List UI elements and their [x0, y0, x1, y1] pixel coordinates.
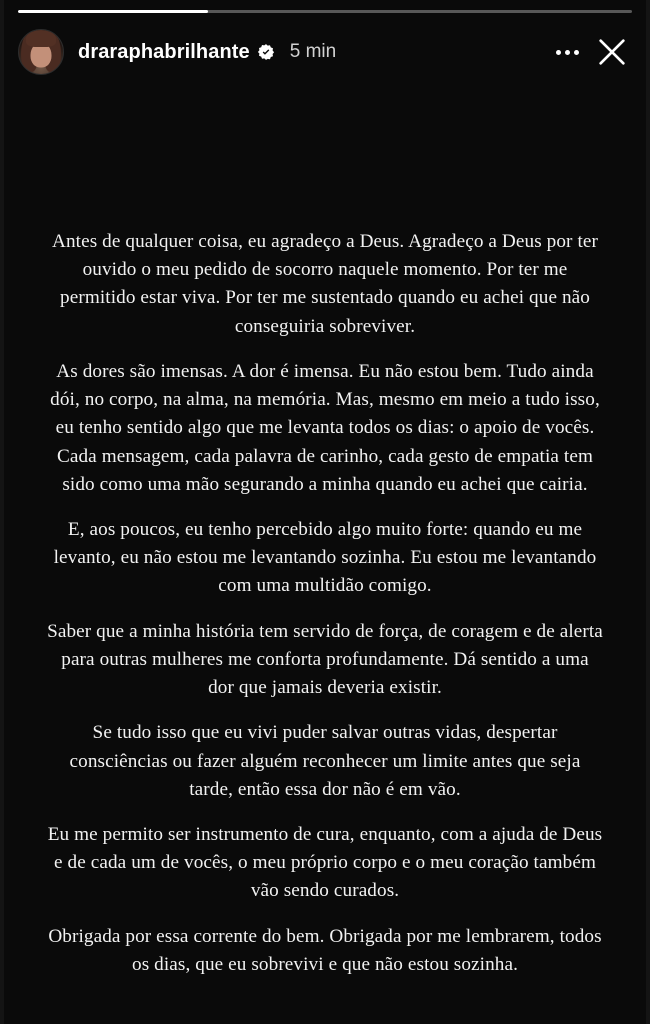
story-paragraph: Saber que a minha história tem servido de força, de coragem e de alerta para outras mulheres me conforta profundamente. Dá sentido a uma dor que jamais deveria existir.	[47, 620, 603, 699]
story-progress-bar[interactable]	[18, 10, 632, 13]
story-text-block	[46, 228, 604, 979]
story-paragraph: Obrigada por essa corrente do bem. Obrigada por me lembrarem, todos os dias, que eu sobrevivi e que não estou sozinha.	[48, 925, 602, 975]
more-dot-3	[574, 50, 579, 55]
story-progress-fill	[18, 10, 208, 13]
more-dot-1	[556, 50, 561, 55]
close-icon[interactable]	[592, 32, 632, 72]
story-paragraph: Se tudo isso que eu vivi puder salvar outras vidas, despertar consciências ou fazer alguém reconhecer um limite antes que seja tarde, então essa dor não é em vão.	[69, 722, 581, 800]
avatar[interactable]	[18, 29, 64, 75]
timestamp-label: 5 min	[289, 41, 337, 62]
story-header	[18, 28, 632, 76]
username-label[interactable]: draraphabrilhante	[78, 40, 250, 63]
verified-badge-icon	[257, 43, 275, 61]
avatar-hair-top	[26, 30, 56, 47]
more-dot-2	[565, 50, 570, 55]
story-paragraph: E, aos poucos, eu tenho percebido algo muito forte: quando eu me levanto, eu não estou me levantando sozinha. Eu estou me levantando com uma multidão comigo.	[53, 518, 597, 597]
story-progress-track	[18, 10, 632, 13]
story-paragraph: Eu me permito ser instrumento de cura, enquanto, com a ajuda de Deus e de cada um de vocês, o meu próprio corpo e o meu coração também vão sendo curados.	[47, 823, 603, 902]
story-paragraph: Antes de qualquer coisa, eu agradeço a Deus. Agradeço a Deus por ter ouvido o meu pedido de socorro naquele momento. Por ter me permitido estar viva. Por ter me sustentado quando eu achei que não conseguiria sobreviver.	[52, 231, 598, 337]
story-paragraph: As dores são imensas. A dor é imensa. Eu não estou bem. Tudo ainda dói, no corpo, na alma, na memória. Mas, mesmo em meio a tudo isso, eu tenho sentido algo que me levanta todos os dias: o apoio de vocês. Cada mensagem, cada palavra de carinho, cada gesto de empatia tem sido como uma mão segurando a minha quando eu achei que cairia.	[50, 360, 600, 495]
more-options-icon[interactable]	[550, 35, 584, 69]
